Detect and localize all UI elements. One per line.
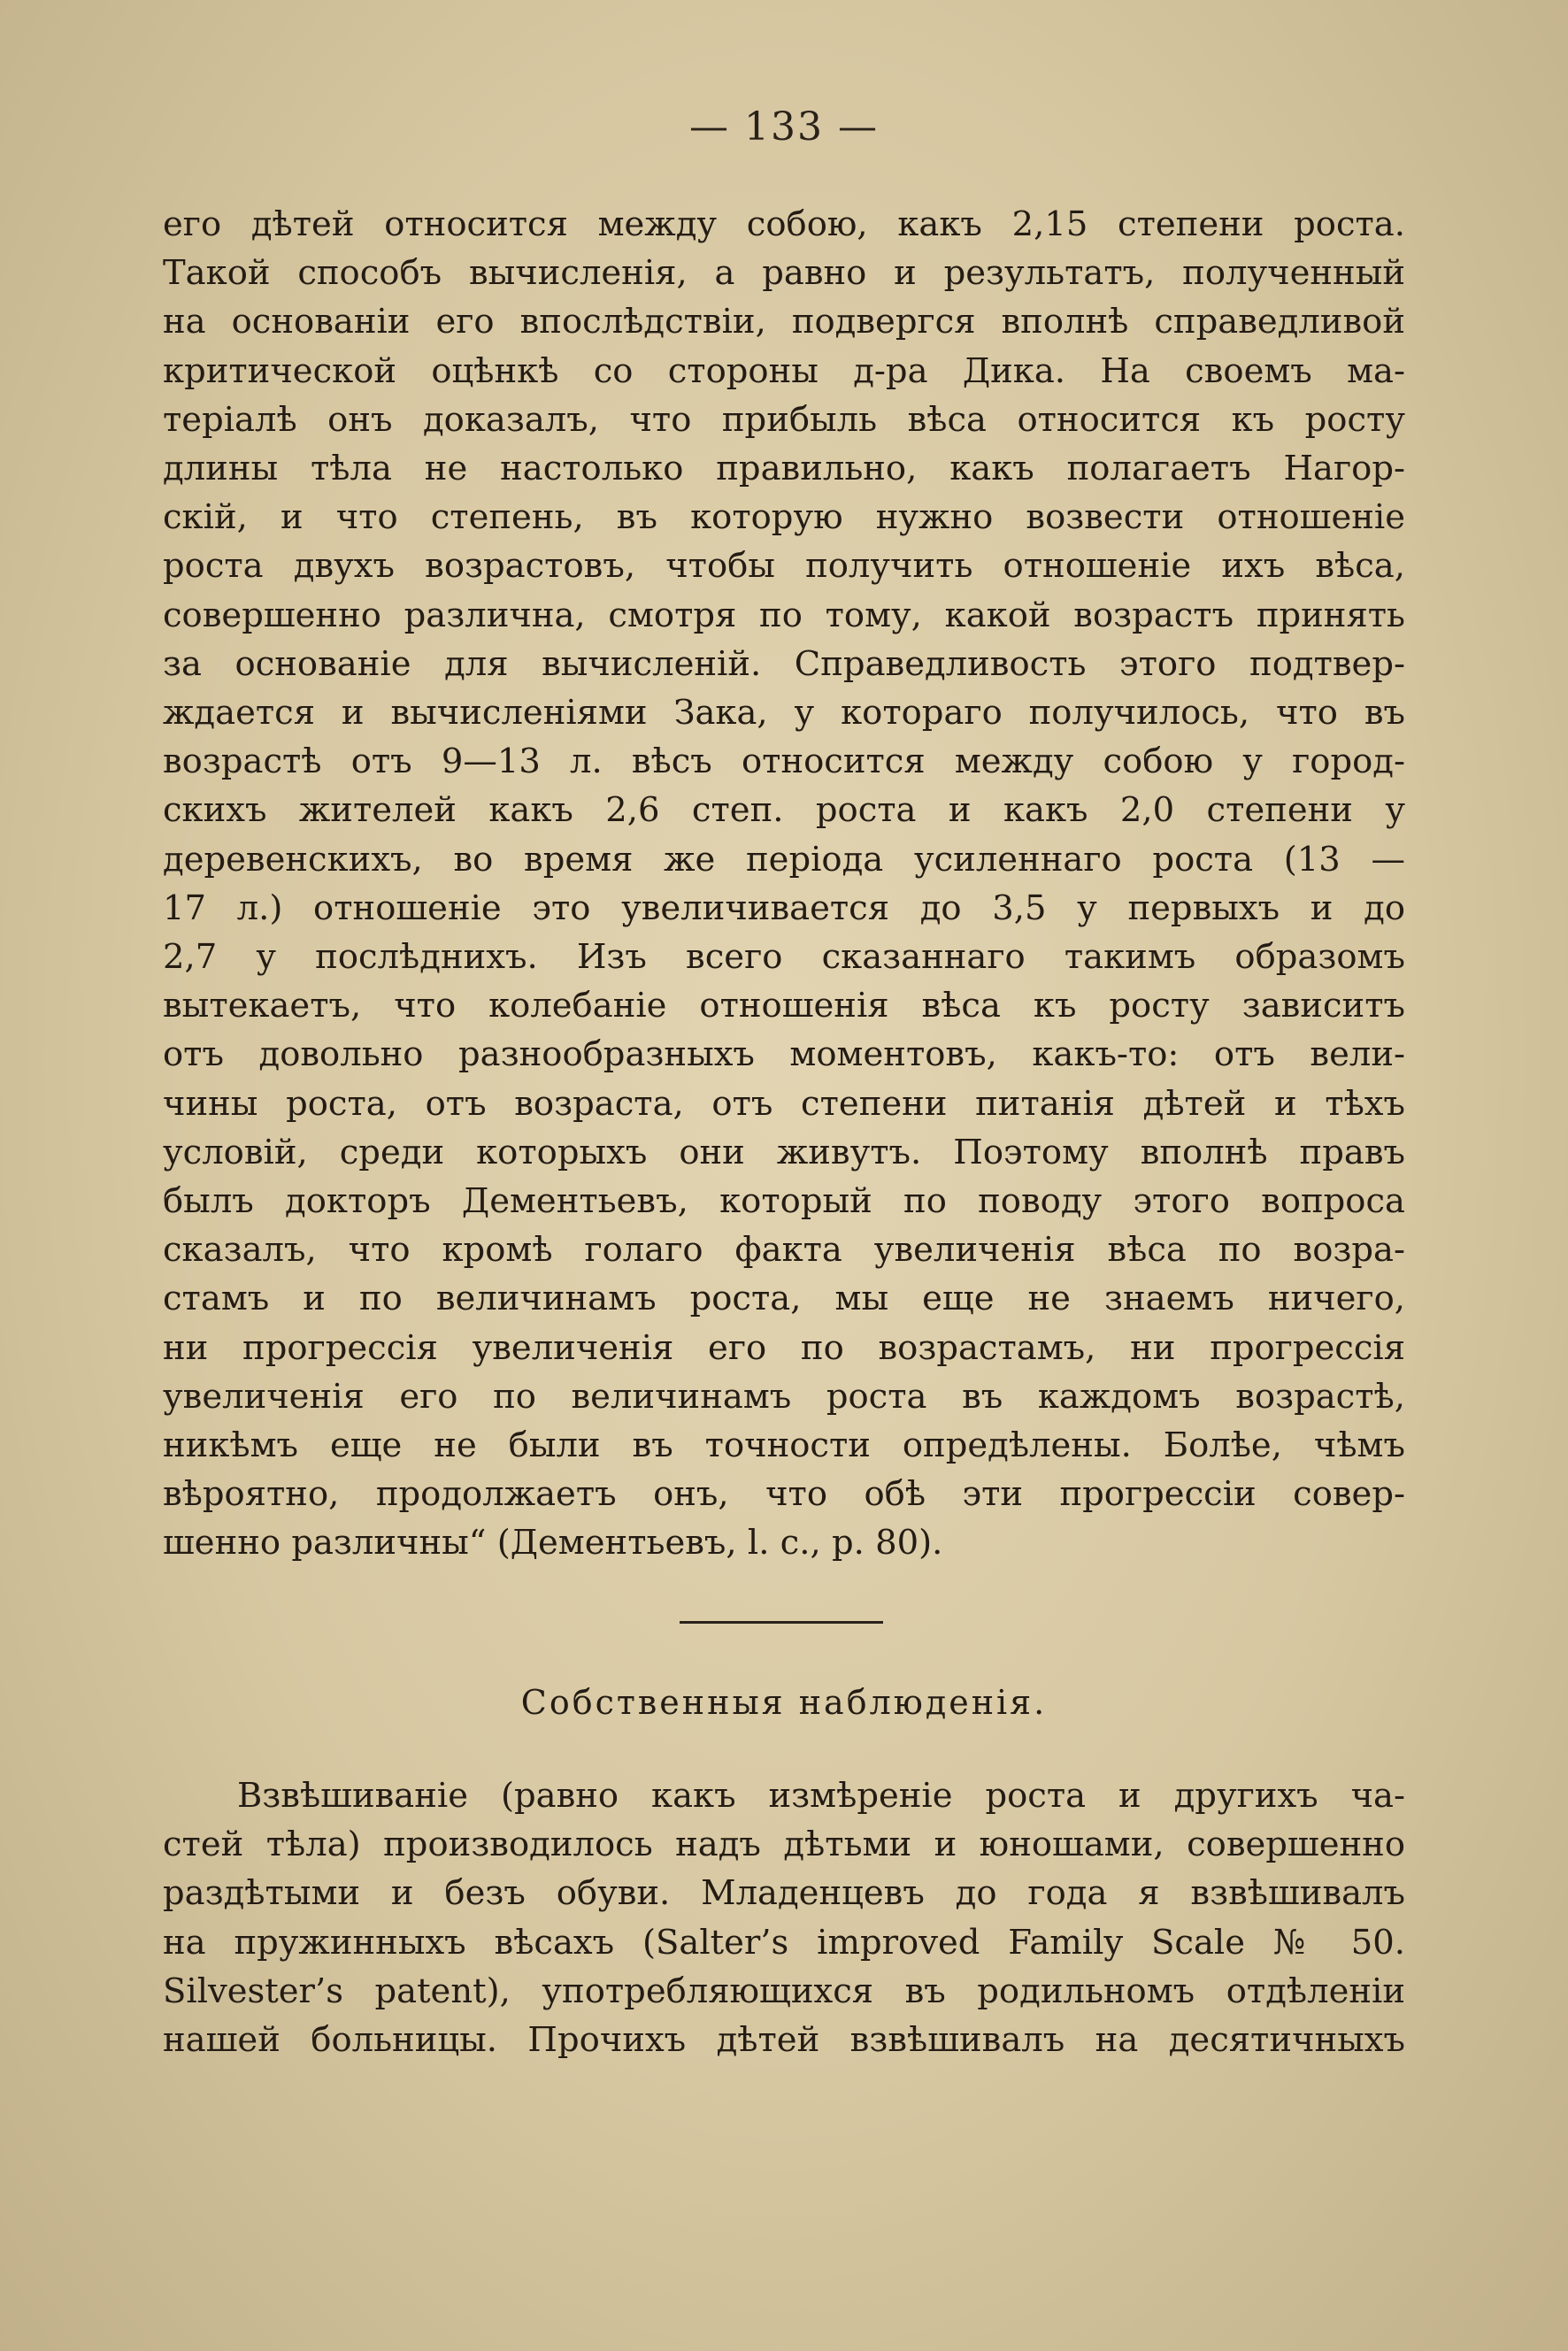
text-line: увеличенія его по величинамъ роста въ каждомъ возрастѣ,: [163, 1376, 1405, 1417]
text-line: совершенно различна, смотря по тому, какой возрастъ принять: [163, 595, 1405, 635]
text-line: сказалъ, что кромѣ голаго факта увеличенія вѣса по возра-: [163, 1230, 1405, 1271]
section-divider: [680, 1621, 883, 1624]
text-line: теріалѣ онъ доказалъ, что прибыль вѣса относится къ росту: [163, 399, 1405, 440]
text-line: стей тѣла) производилось надъ дѣтьми и юношами, совершенно: [163, 1825, 1405, 1865]
text-line: Взвѣшиваніе (равно какъ измѣреніе роста и другихъ ча-: [237, 1776, 1405, 1816]
text-line: на пружинныхъ вѣсахъ (Salter’s improved Family Scale № 50.: [163, 1922, 1405, 1963]
text-line: Такой способъ вычисленія, а равно и результатъ, полученный: [163, 253, 1405, 294]
text-line: раздѣтыми и безъ обуви. Младенцевъ до года я взвѣшивалъ: [163, 1873, 1405, 1914]
text-line: возрастѣ отъ 9—13 л. вѣсъ относится между собою у город-: [163, 741, 1405, 782]
text-line: условій, среди которыхъ они живутъ. Поэтому вполнѣ правъ: [163, 1132, 1405, 1172]
text-line: шенно различны“ (Дементьевъ, l. c., p. 80).: [163, 1523, 943, 1563]
text-line: чины роста, отъ возраста, отъ степени питанія дѣтей и тѣхъ: [163, 1083, 1405, 1124]
text-line: стамъ и по величинамъ роста, мы еще не знаемъ ничего,: [163, 1279, 1405, 1319]
text-line: его дѣтей относится между собою, какъ 2,15 степени роста.: [163, 204, 1405, 244]
text-line: роста двухъ возрастовъ, чтобы получить отношеніе ихъ вѣса,: [163, 546, 1405, 587]
page-number: — 133 —: [689, 104, 879, 150]
text-line: отъ довольно разнообразныхъ моментовъ, какъ-то: отъ вели-: [163, 1034, 1405, 1075]
text-line: былъ докторъ Дементьевъ, который по поводу этого вопроса: [163, 1181, 1405, 1222]
paragraph-dick-dementiev: [163, 200, 1405, 1568]
text-line: ни прогрессія увеличенія его по возрастамъ, ни прогрессія: [163, 1327, 1405, 1368]
text-line: 17 л.) отношеніе это увеличивается до 3,5 у первыхъ и до: [163, 887, 1405, 928]
text-line: длины тѣла не настолько правильно, какъ полагаетъ Нагор-: [163, 449, 1405, 489]
section-heading: Собственныя наблюденія.: [520, 1683, 1048, 1722]
text-line: на основаніи его впослѣдствіи, подвергся вполнѣ справедливой: [163, 302, 1405, 342]
text-line: за основаніе для вычисленій. Справедливость этого подтвер-: [163, 643, 1405, 684]
paragraph-weighing: [163, 1771, 1405, 2064]
text-line: ждается и вычисленіями Зака, у котораго получилось, что въ: [163, 693, 1405, 734]
text-line: никѣмъ еще не были въ точности опредѣлены. Болѣе, чѣмъ: [163, 1425, 1405, 1466]
text-line: 2,7 у послѣднихъ. Изъ всего сказаннаго такимъ образомъ: [163, 937, 1405, 978]
text-line: скихъ жителей какъ 2,6 степ. роста и какъ 2,0 степени у: [163, 790, 1405, 831]
text-line: скій, и что степень, въ которую нужно возвести отношеніе: [163, 497, 1405, 538]
text-line: деревенскихъ, во время же періода усиленнаго роста (13 —: [163, 839, 1405, 880]
text-line: Silvester’s patent), употребляющихся въ родильномъ отдѣленіи: [163, 1971, 1405, 2011]
text-line: вытекаетъ, что колебаніе отношенія вѣса къ росту зависитъ: [163, 986, 1405, 1026]
text-line: критической оцѣнкѣ со стороны д-ра Дика. На своемъ ма-: [163, 350, 1405, 391]
text-line: нашей больницы. Прочихъ дѣтей взвѣшивалъ на десятичныхъ: [163, 2020, 1405, 2061]
text-line: вѣроятно, продолжаетъ онъ, что обѣ эти прогрессіи совер-: [163, 1474, 1405, 1515]
